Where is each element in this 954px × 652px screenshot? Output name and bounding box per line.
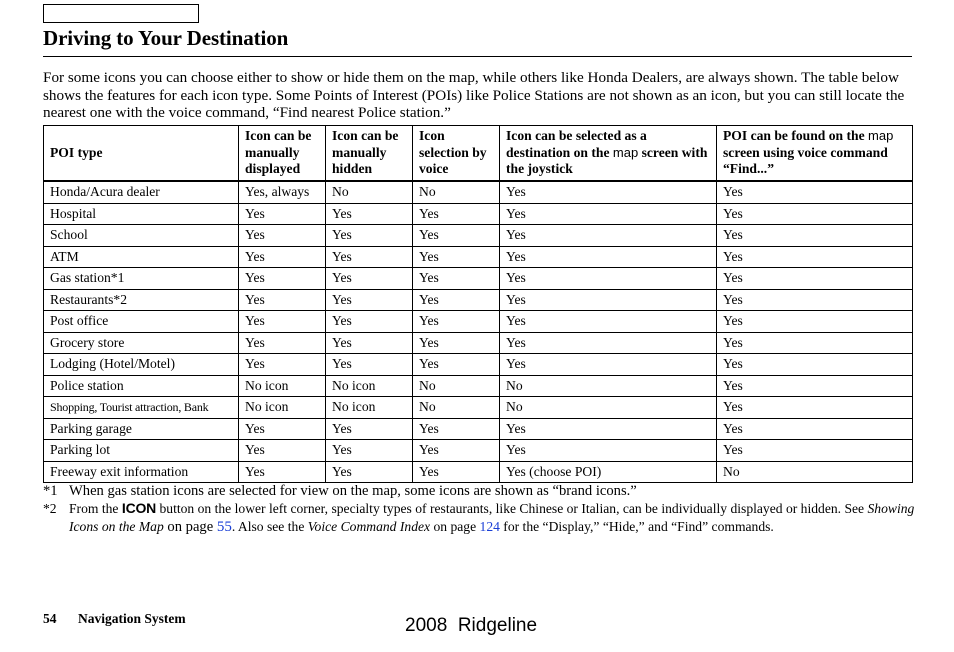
cell-hidden: Yes <box>326 440 413 462</box>
cell-find: Yes <box>717 311 913 333</box>
cell-poi-type: Freeway exit information <box>44 461 239 483</box>
cell-displayed: Yes <box>239 354 326 376</box>
cell-poi-type: Lodging (Hotel/Motel) <box>44 354 239 376</box>
footnote-1-text: When gas station icons are selected for view on the map, some icons are shown as “brand icons.” <box>69 483 637 499</box>
table-row <box>44 203 913 225</box>
cell-hidden: No <box>326 181 413 203</box>
intro-paragraph: For some icons you can choose either to show or hide them on the map, while others like Honda Dealers, are always shown. The table below shows the features for each icon type. Some Points of Interest (POIs) like Police Stations are not shown as an icon, but you can still locate the nearest one with the voice command, “Find nearest Police station.” <box>43 69 905 121</box>
cell-displayed: Yes <box>239 268 326 290</box>
cell-hidden: Yes <box>326 311 413 333</box>
cell-find: Yes <box>717 375 913 397</box>
cell-poi-type: Restaurants*2 <box>44 289 239 311</box>
cell-hidden: Yes <box>326 203 413 225</box>
cell-joystick: Yes <box>500 181 717 203</box>
title-divider <box>43 56 912 57</box>
table-row <box>44 181 913 203</box>
cell-find: Yes <box>717 246 913 268</box>
cell-voice: Yes <box>413 440 500 462</box>
cell-voice: No <box>413 181 500 203</box>
header-tab-box <box>43 4 199 23</box>
cell-displayed: Yes <box>239 203 326 225</box>
cell-joystick: Yes <box>500 332 717 354</box>
footnote-1-mark: *1 <box>43 483 58 499</box>
footnote-2-end: for the “Display,” “Hide,” and “Find” commands. <box>499 518 774 534</box>
header-manually-hidden: Icon can be manually hidden <box>326 126 413 182</box>
footnote-2-also: . Also see the <box>231 518 308 534</box>
cell-displayed: Yes <box>239 440 326 462</box>
cell-joystick: Yes <box>500 440 717 462</box>
header-joystick-text-b: screen with the joystick <box>506 144 708 177</box>
cell-hidden: Yes <box>326 246 413 268</box>
cell-find: Yes <box>717 418 913 440</box>
cell-poi-type: School <box>44 225 239 247</box>
table-row <box>44 289 913 311</box>
cell-joystick: Yes <box>500 311 717 333</box>
cell-joystick: Yes <box>500 203 717 225</box>
table-row <box>44 461 913 483</box>
cell-voice: Yes <box>413 461 500 483</box>
cell-voice: Yes <box>413 289 500 311</box>
cell-find: Yes <box>717 181 913 203</box>
cell-poi-type: Grocery store <box>44 332 239 354</box>
table-row <box>44 246 913 268</box>
cell-displayed: Yes <box>239 332 326 354</box>
cell-hidden: Yes <box>326 225 413 247</box>
cell-hidden: Yes <box>326 354 413 376</box>
cell-voice: No <box>413 397 500 419</box>
cell-voice: No <box>413 375 500 397</box>
cell-voice: Yes <box>413 225 500 247</box>
footnote-1 <box>43 483 918 500</box>
cell-poi-type: Parking lot <box>44 440 239 462</box>
cell-poi-type: ATM <box>44 246 239 268</box>
table-row <box>44 354 913 376</box>
table-row <box>44 268 913 290</box>
footnote-2-mark: *2 <box>43 501 57 516</box>
cell-displayed: Yes, always <box>239 181 326 203</box>
cell-displayed: Yes <box>239 225 326 247</box>
cell-joystick: Yes <box>500 246 717 268</box>
cell-voice: Yes <box>413 311 500 333</box>
cell-voice: Yes <box>413 418 500 440</box>
table-row <box>44 332 913 354</box>
cell-hidden: No icon <box>326 375 413 397</box>
cell-displayed: Yes <box>239 246 326 268</box>
cell-hidden: No icon <box>326 397 413 419</box>
cell-joystick: Yes <box>500 418 717 440</box>
cell-voice: Yes <box>413 268 500 290</box>
footnote-2-onpage-2: on page <box>430 518 480 534</box>
cell-hidden: Yes <box>326 268 413 290</box>
footnote-2-onpage-1: on page <box>163 518 217 535</box>
footnote-2-from: From the <box>69 501 122 516</box>
cell-hidden: Yes <box>326 461 413 483</box>
cell-joystick: Yes <box>500 289 717 311</box>
table-header-row <box>44 126 913 182</box>
cell-find: Yes <box>717 203 913 225</box>
cell-find: Yes <box>717 354 913 376</box>
cell-poi-type: Hospital <box>44 203 239 225</box>
cell-poi-type: Police station <box>44 375 239 397</box>
footnotes <box>43 483 918 536</box>
cell-joystick: No <box>500 397 717 419</box>
cell-voice: Yes <box>413 246 500 268</box>
icon-button-label: ICON <box>121 500 157 516</box>
header-voice-find <box>717 126 913 182</box>
cell-hidden: Yes <box>326 289 413 311</box>
table-row <box>44 418 913 440</box>
cell-joystick: Yes (choose POI) <box>500 461 717 483</box>
header-find-map-word: map <box>868 128 894 144</box>
header-selection-by-voice: Icon selection by voice <box>413 126 500 182</box>
cell-joystick: Yes <box>500 268 717 290</box>
cell-displayed: Yes <box>239 289 326 311</box>
poi-features-table <box>43 125 913 483</box>
cell-poi-type: Shopping, Tourist attraction, Bank <box>44 397 239 419</box>
cell-hidden: Yes <box>326 332 413 354</box>
cell-hidden: Yes <box>326 418 413 440</box>
cell-poi-type: Honda/Acura dealer <box>44 181 239 203</box>
table-row <box>44 375 913 397</box>
footnote-2-ref-voice-index: Voice Command Index <box>307 518 431 534</box>
cell-displayed: No icon <box>239 397 326 419</box>
table-body <box>44 181 913 483</box>
page-number: 54 <box>43 611 57 626</box>
cell-find: Yes <box>717 225 913 247</box>
page-link-124[interactable]: 124 <box>479 518 500 534</box>
header-poi-type: POI type <box>44 126 239 182</box>
header-joystick-selection <box>500 126 717 182</box>
cell-voice: Yes <box>413 332 500 354</box>
footnote-2-ref-showing-icons: Showing Icons on the Map <box>69 501 915 534</box>
page-link-55[interactable]: 55 <box>216 518 232 535</box>
table-row <box>44 225 913 247</box>
header-find-text-a: POI can be found on the <box>723 128 869 144</box>
header-joystick-text-a: Icon can be selected as a destination on the <box>506 128 647 160</box>
cell-joystick: Yes <box>500 354 717 376</box>
cell-poi-type: Parking garage <box>44 418 239 440</box>
cell-find: No <box>717 461 913 483</box>
footnote-2 <box>43 500 918 536</box>
header-manually-displayed: Icon can be manually displayed <box>239 126 326 182</box>
cell-find: Yes <box>717 268 913 290</box>
cell-joystick: No <box>500 375 717 397</box>
vehicle-model: 2008 Ridgeline <box>405 615 538 636</box>
header-find-text-b: screen using voice command “Find...” <box>723 144 888 177</box>
table-row <box>44 440 913 462</box>
section-name: Navigation System <box>78 611 186 626</box>
cell-displayed: Yes <box>239 461 326 483</box>
cell-poi-type: Post office <box>44 311 239 333</box>
page-title: Driving to Your Destination <box>43 26 289 50</box>
cell-find: Yes <box>717 289 913 311</box>
cell-displayed: No icon <box>239 375 326 397</box>
cell-find: Yes <box>717 397 913 419</box>
table-row <box>44 311 913 333</box>
cell-find: Yes <box>717 440 913 462</box>
cell-voice: Yes <box>413 354 500 376</box>
cell-voice: Yes <box>413 203 500 225</box>
cell-poi-type: Gas station*1 <box>44 268 239 290</box>
table-row <box>44 397 913 419</box>
cell-joystick: Yes <box>500 225 717 247</box>
header-joystick-map-word: map <box>612 144 639 160</box>
cell-find: Yes <box>717 332 913 354</box>
cell-displayed: Yes <box>239 418 326 440</box>
cell-displayed: Yes <box>239 311 326 333</box>
footnote-2-mid: button on the lower left corner, specialty types of restaurants, like Chinese or Italian, can be individually displayed or hidden. See <box>156 501 868 516</box>
